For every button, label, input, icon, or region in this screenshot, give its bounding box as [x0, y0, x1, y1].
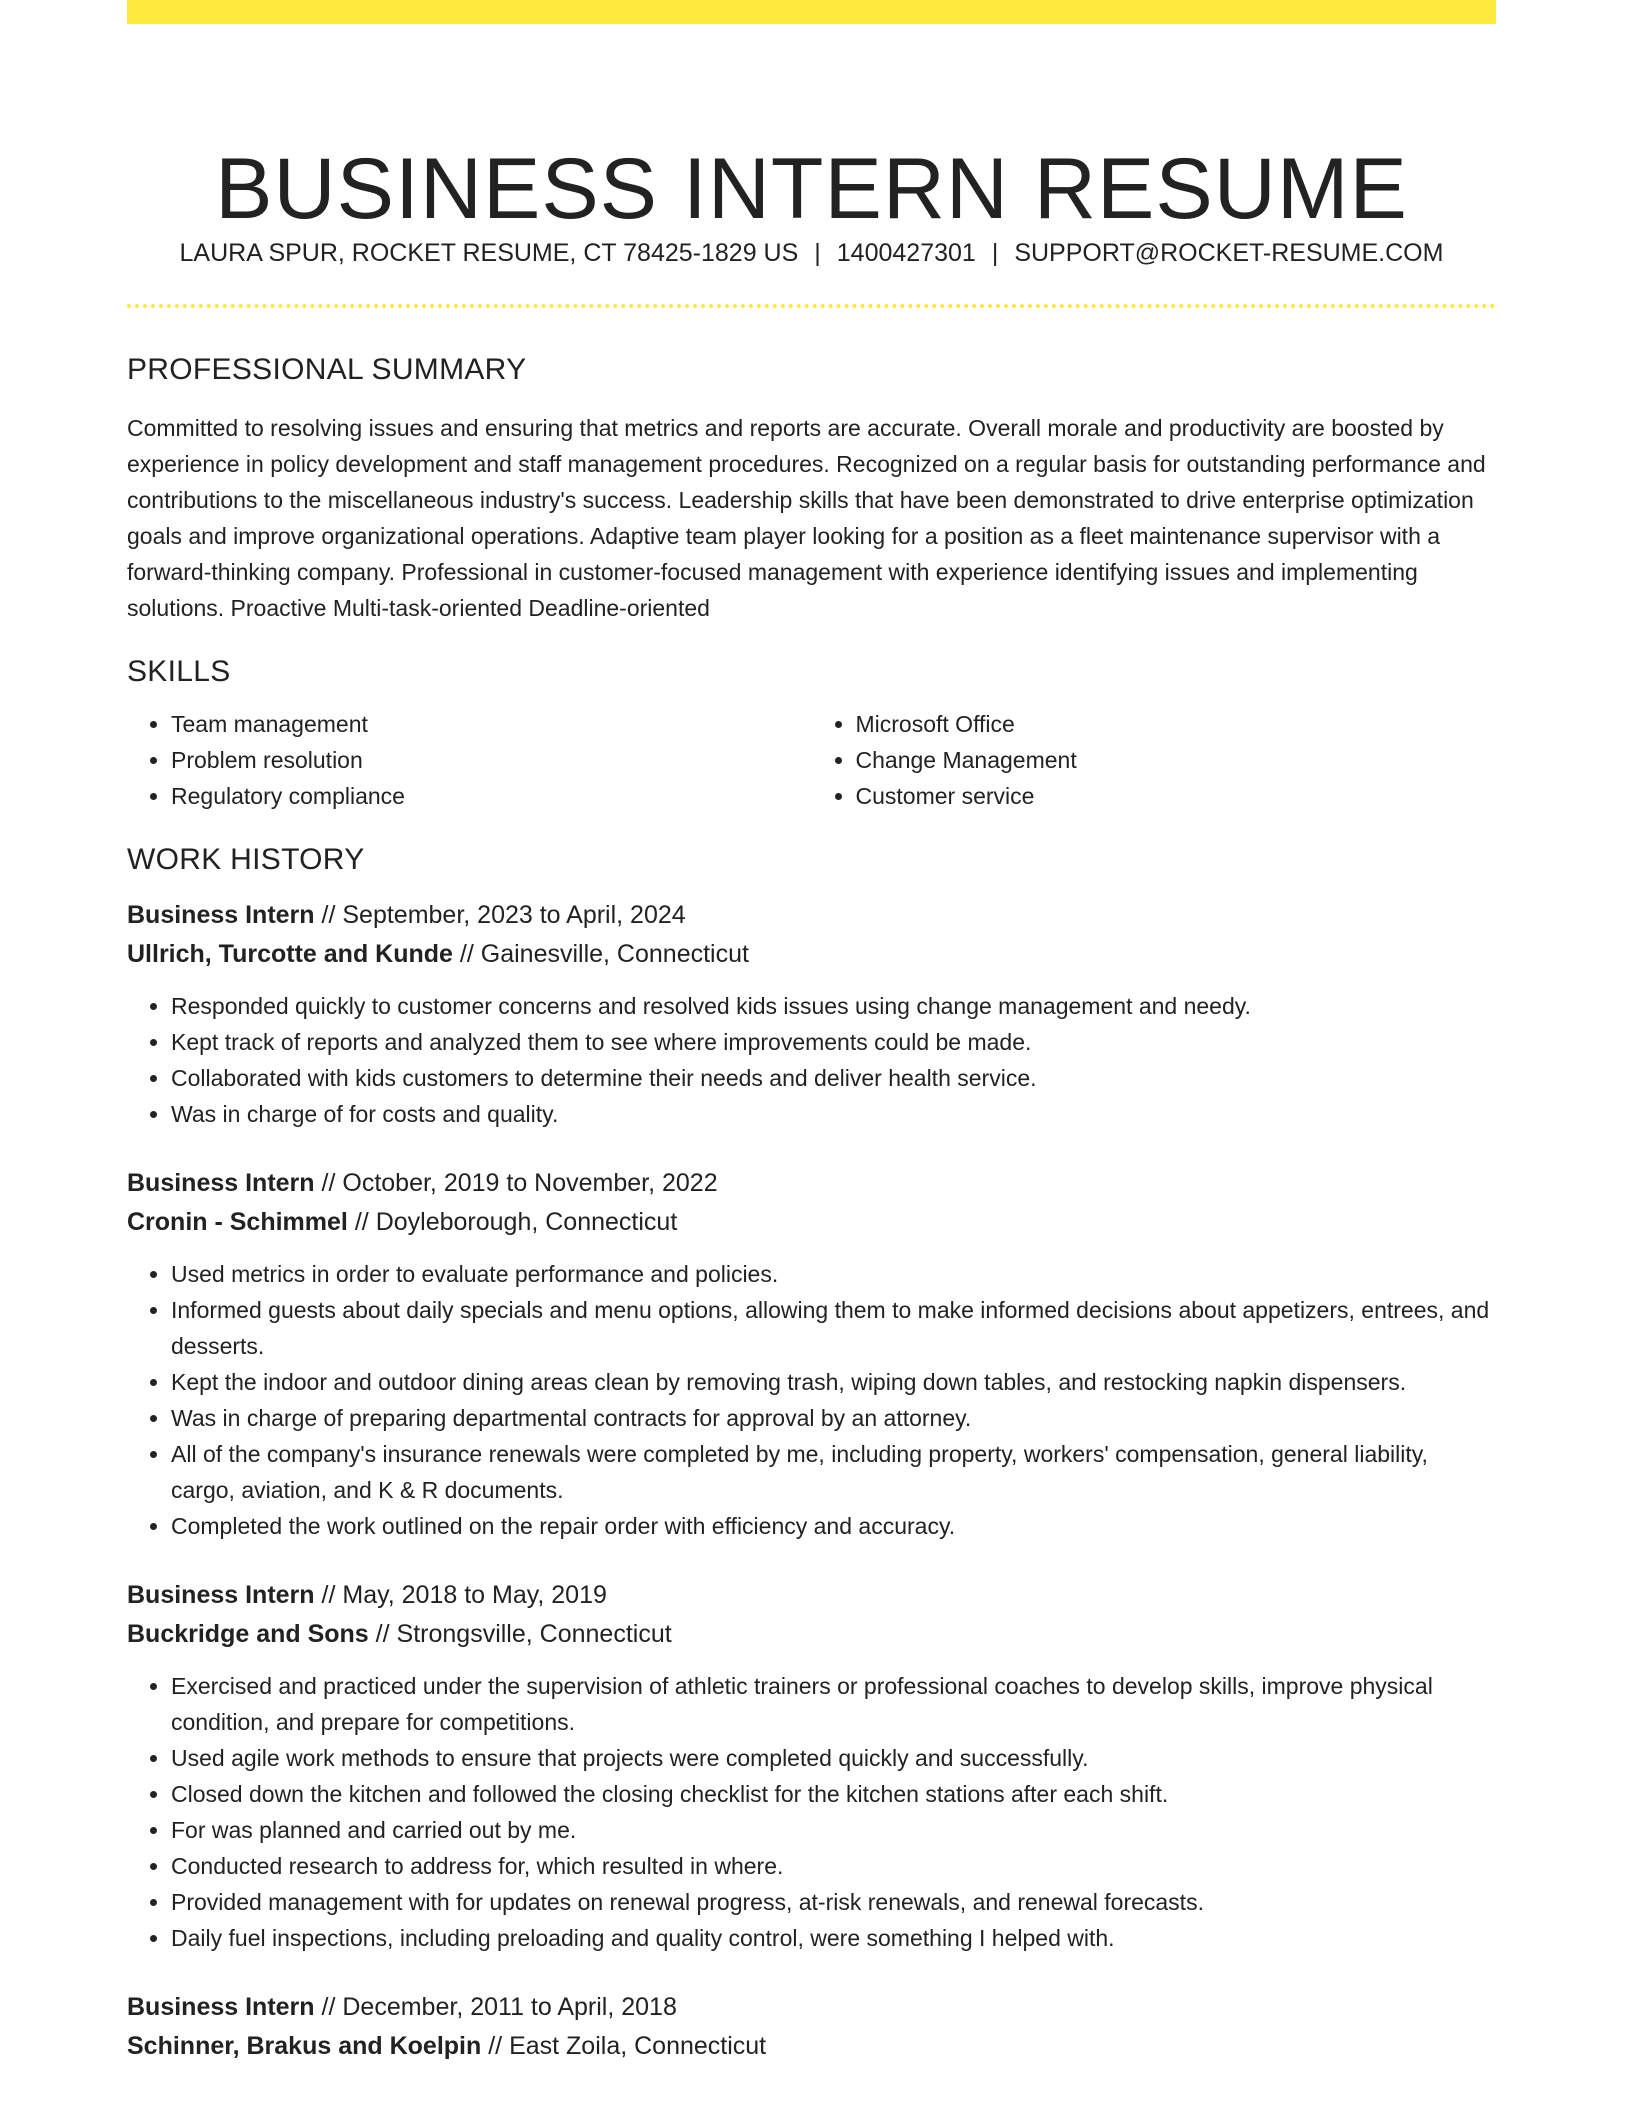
job-bullet: • All of the company's insurance renewals were completed by me, including property, workers' compensation, general liability, cargo, aviation, and K & R documents. — [171, 1436, 1496, 1508]
job-title: Business Intern — [127, 1581, 315, 1609]
job-divider: // — [488, 2032, 503, 2060]
job-dates: October, 2019 to November, 2022 — [342, 1169, 718, 1197]
job-entry — [127, 1164, 1496, 1544]
contact-address: LAURA SPUR, ROCKET RESUME, CT 78425-1829 US — [179, 239, 799, 267]
job-bullet: • Kept the indoor and outdoor dining areas clean by removing trash, wiping down tables, and restocking napkin dispensers. — [171, 1364, 1496, 1400]
job-company: Cronin - Schimmel — [127, 1208, 348, 1236]
job-bullet: • Daily fuel inspections, including preloading and quality control, were something I helped with. — [171, 1920, 1496, 1956]
job-bullet: • Kept track of reports and analyzed them to see where improvements could be made. — [171, 1024, 1496, 1060]
job-divider: // — [321, 1993, 336, 2021]
job-dates: September, 2023 to April, 2024 — [342, 901, 686, 929]
work-history-section — [127, 838, 1496, 2066]
job-company: Ullrich, Turcotte and Kunde — [127, 940, 453, 968]
job-bullet: • Conducted research to address for, which resulted in where. — [171, 1848, 1496, 1884]
header-divider — [127, 304, 1496, 308]
job-dates: May, 2018 to May, 2019 — [342, 1581, 607, 1609]
accent-top-bar — [127, 0, 1496, 24]
job-divider: // — [354, 1208, 369, 1236]
job-title-line — [127, 1576, 1496, 1615]
summary-section — [127, 348, 1496, 626]
skill-item: • Customer service — [856, 778, 1497, 814]
contact-separator: | — [814, 239, 821, 267]
job-bullet: • Closed down the kitchen and followed the closing checklist for the kitchen stations after each shift. — [171, 1776, 1496, 1812]
job-divider: // — [375, 1620, 390, 1648]
skill-item: • Change Management — [856, 742, 1497, 778]
job-company-line — [127, 2027, 1496, 2066]
contact-email: SUPPORT@ROCKET-RESUME.COM — [1014, 239, 1444, 267]
job-location: Strongsville, Connecticut — [396, 1620, 672, 1648]
job-bullet: • Was in charge of preparing departmental contracts for approval by an attorney. — [171, 1400, 1496, 1436]
job-bullet: • Completed the work outlined on the repair order with efficiency and accuracy. — [171, 1508, 1496, 1544]
job-bullet: • Responded quickly to customer concerns and resolved kids issues using change management and needy. — [171, 988, 1496, 1024]
job-bullet: • For was planned and carried out by me. — [171, 1812, 1496, 1848]
skills-list-right — [812, 706, 1497, 814]
job-company-line — [127, 1203, 1496, 1242]
job-bullet: • Collaborated with kids customers to determine their needs and deliver health service. — [171, 1060, 1496, 1096]
job-divider: // — [321, 1581, 336, 1609]
job-bullet: • Exercised and practiced under the supervision of athletic trainers or professional coaches to develop skills, improve physical condition, and prepare for competitions. — [171, 1668, 1496, 1740]
job-title-line — [127, 896, 1496, 935]
job-title: Business Intern — [127, 901, 315, 929]
job-bullet: • Used agile work methods to ensure that projects were completed quickly and successfully. — [171, 1740, 1496, 1776]
job-company: Schinner, Brakus and Koelpin — [127, 2032, 482, 2060]
skill-item: • Problem resolution — [171, 742, 812, 778]
job-entry — [127, 1576, 1496, 1956]
contact-phone: 1400427301 — [836, 239, 976, 267]
job-divider: // — [321, 901, 336, 929]
job-divider: // — [321, 1169, 336, 1197]
skills-list-left — [127, 706, 812, 814]
job-bullet: • Informed guests about daily specials and menu options, allowing them to make informed decisions about appetizers, entrees, and desserts. — [171, 1292, 1496, 1364]
skills-grid — [127, 706, 1496, 814]
job-title-line — [127, 1988, 1496, 2027]
job-company-line — [127, 1615, 1496, 1654]
skill-item: • Regulatory compliance — [171, 778, 812, 814]
job-location: East Zoila, Connecticut — [509, 2032, 767, 2060]
job-title: Business Intern — [127, 1993, 315, 2021]
summary-heading: PROFESSIONAL SUMMARY — [127, 353, 527, 386]
job-bullet: • Provided management with for updates on renewal progress, at-risk renewals, and renewal forecasts. — [171, 1884, 1496, 1920]
job-company: Buckridge and Sons — [127, 1620, 369, 1648]
job-title-line — [127, 1164, 1496, 1203]
job-bullets — [127, 1256, 1496, 1544]
resume-content — [127, 348, 1496, 2066]
work-history-heading: WORK HISTORY — [127, 843, 365, 876]
skill-item: • Team management — [171, 706, 812, 742]
resume-title: BUSINESS INTERN RESUME — [215, 140, 1408, 237]
job-entry — [127, 1988, 1496, 2066]
skills-section — [127, 650, 1496, 814]
job-bullet: • Was in charge of for costs and quality. — [171, 1096, 1496, 1132]
skills-heading: SKILLS — [127, 655, 231, 688]
job-dates: December, 2011 to April, 2018 — [342, 1993, 677, 2021]
skill-item: • Microsoft Office — [856, 706, 1497, 742]
job-entry — [127, 896, 1496, 1132]
job-location: Gainesville, Connecticut — [480, 940, 749, 968]
job-title: Business Intern — [127, 1169, 315, 1197]
job-company-line — [127, 935, 1496, 974]
job-bullets — [127, 1668, 1496, 1956]
summary-text: Committed to resolving issues and ensuring that metrics and reports are accurate. Overall morale and productivity are boosted by experience in policy development and staff management procedures. Recognized on a regular basis for outstanding performance and contributions to the miscellaneous industry's success. Leadership skills that have been demonstrated to drive enterprise optimization goals and improve organizational operations. Adaptive team player looking for a position as a fleet maintenance supervisor with a forward-thinking company. Professional in customer-focused management with experience identifying issues and implementing solutions. Proactive Multi-task-oriented Deadline-oriented — [127, 415, 1486, 621]
contact-line — [127, 235, 1496, 271]
contact-separator: | — [991, 239, 999, 267]
job-divider: // — [459, 940, 474, 968]
job-bullet: • Used metrics in order to evaluate performance and policies. — [171, 1256, 1496, 1292]
job-bullets — [127, 988, 1496, 1132]
job-location: Doyleborough, Connecticut — [375, 1208, 678, 1236]
